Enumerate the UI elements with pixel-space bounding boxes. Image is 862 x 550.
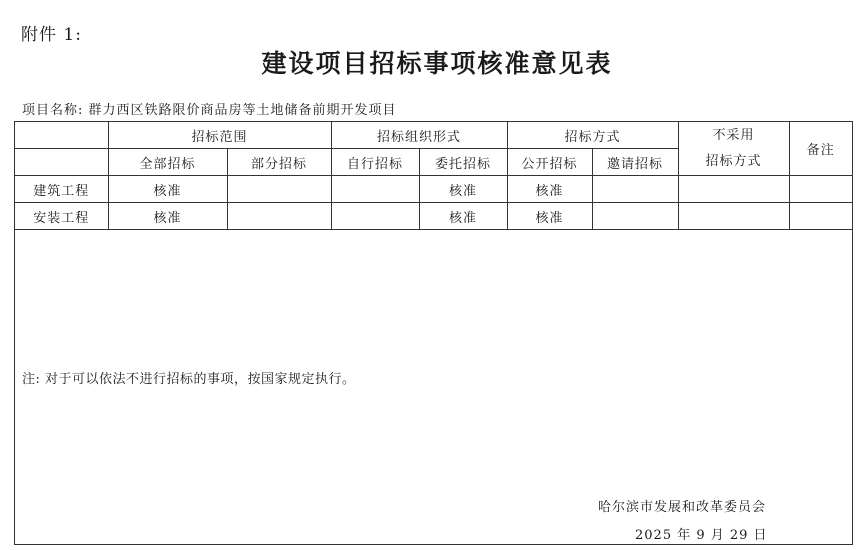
table-header-row-1 xyxy=(15,122,852,149)
subheader-blank-cell xyxy=(15,149,108,176)
subheader-self: 自行招标 xyxy=(331,149,419,176)
cell-self xyxy=(331,176,419,203)
cell-remarks xyxy=(789,176,852,203)
cell-entrusted: 核准 xyxy=(419,176,507,203)
cell-invited xyxy=(592,176,678,203)
header-scope: 招标范围 xyxy=(108,122,331,149)
subheader-entrusted: 委托招标 xyxy=(419,149,507,176)
approval-form-sheet xyxy=(14,121,853,545)
cell-not-adopted xyxy=(678,176,789,203)
subheader-partial: 部分招标 xyxy=(227,149,331,176)
cell-entrusted: 核准 xyxy=(419,203,507,230)
project-name-line xyxy=(22,99,397,118)
subheader-full: 全部招标 xyxy=(108,149,227,176)
issuing-authority: 哈尔滨市发展和改革委员会 xyxy=(598,500,767,515)
table-row xyxy=(15,203,852,230)
cell-open: 核准 xyxy=(507,176,592,203)
row-item: 建筑工程 xyxy=(15,176,108,203)
subheader-invited: 邀请招标 xyxy=(592,149,678,176)
cell-partial xyxy=(227,203,331,230)
cell-self xyxy=(331,203,419,230)
footnote: 注: 对于可以依法不进行招标的事项，按国家规定执行。 xyxy=(22,372,356,387)
attachment-label: 附件 1: xyxy=(21,25,82,45)
header-remarks: 备注 xyxy=(789,122,852,176)
cell-not-adopted xyxy=(678,203,789,230)
form-title: 建设项目招标事项核准意见表 xyxy=(261,49,613,78)
header-not-adopted-line1: 不采用 xyxy=(712,127,755,143)
header-not-adopted xyxy=(678,122,789,176)
table-row xyxy=(15,176,852,203)
header-organization: 招标组织形式 xyxy=(331,122,507,149)
header-method: 招标方式 xyxy=(507,122,678,149)
approval-table xyxy=(15,122,852,230)
project-name-value: 群力西区铁路限价商品房等土地储备前期开发项目 xyxy=(88,103,397,118)
cell-remarks xyxy=(789,203,852,230)
header-not-adopted-line2: 招标方式 xyxy=(705,153,762,169)
project-name-label: 项目名称: xyxy=(22,103,84,118)
row-item: 安装工程 xyxy=(15,203,108,230)
issue-date: 2025 年 9 月 29 日 xyxy=(635,528,768,543)
cell-full: 核准 xyxy=(108,176,227,203)
subheader-open: 公开招标 xyxy=(507,149,592,176)
header-blank-cell xyxy=(15,122,108,149)
cell-partial xyxy=(227,176,331,203)
cell-invited xyxy=(592,203,678,230)
cell-open: 核准 xyxy=(507,203,592,230)
cell-full: 核准 xyxy=(108,203,227,230)
